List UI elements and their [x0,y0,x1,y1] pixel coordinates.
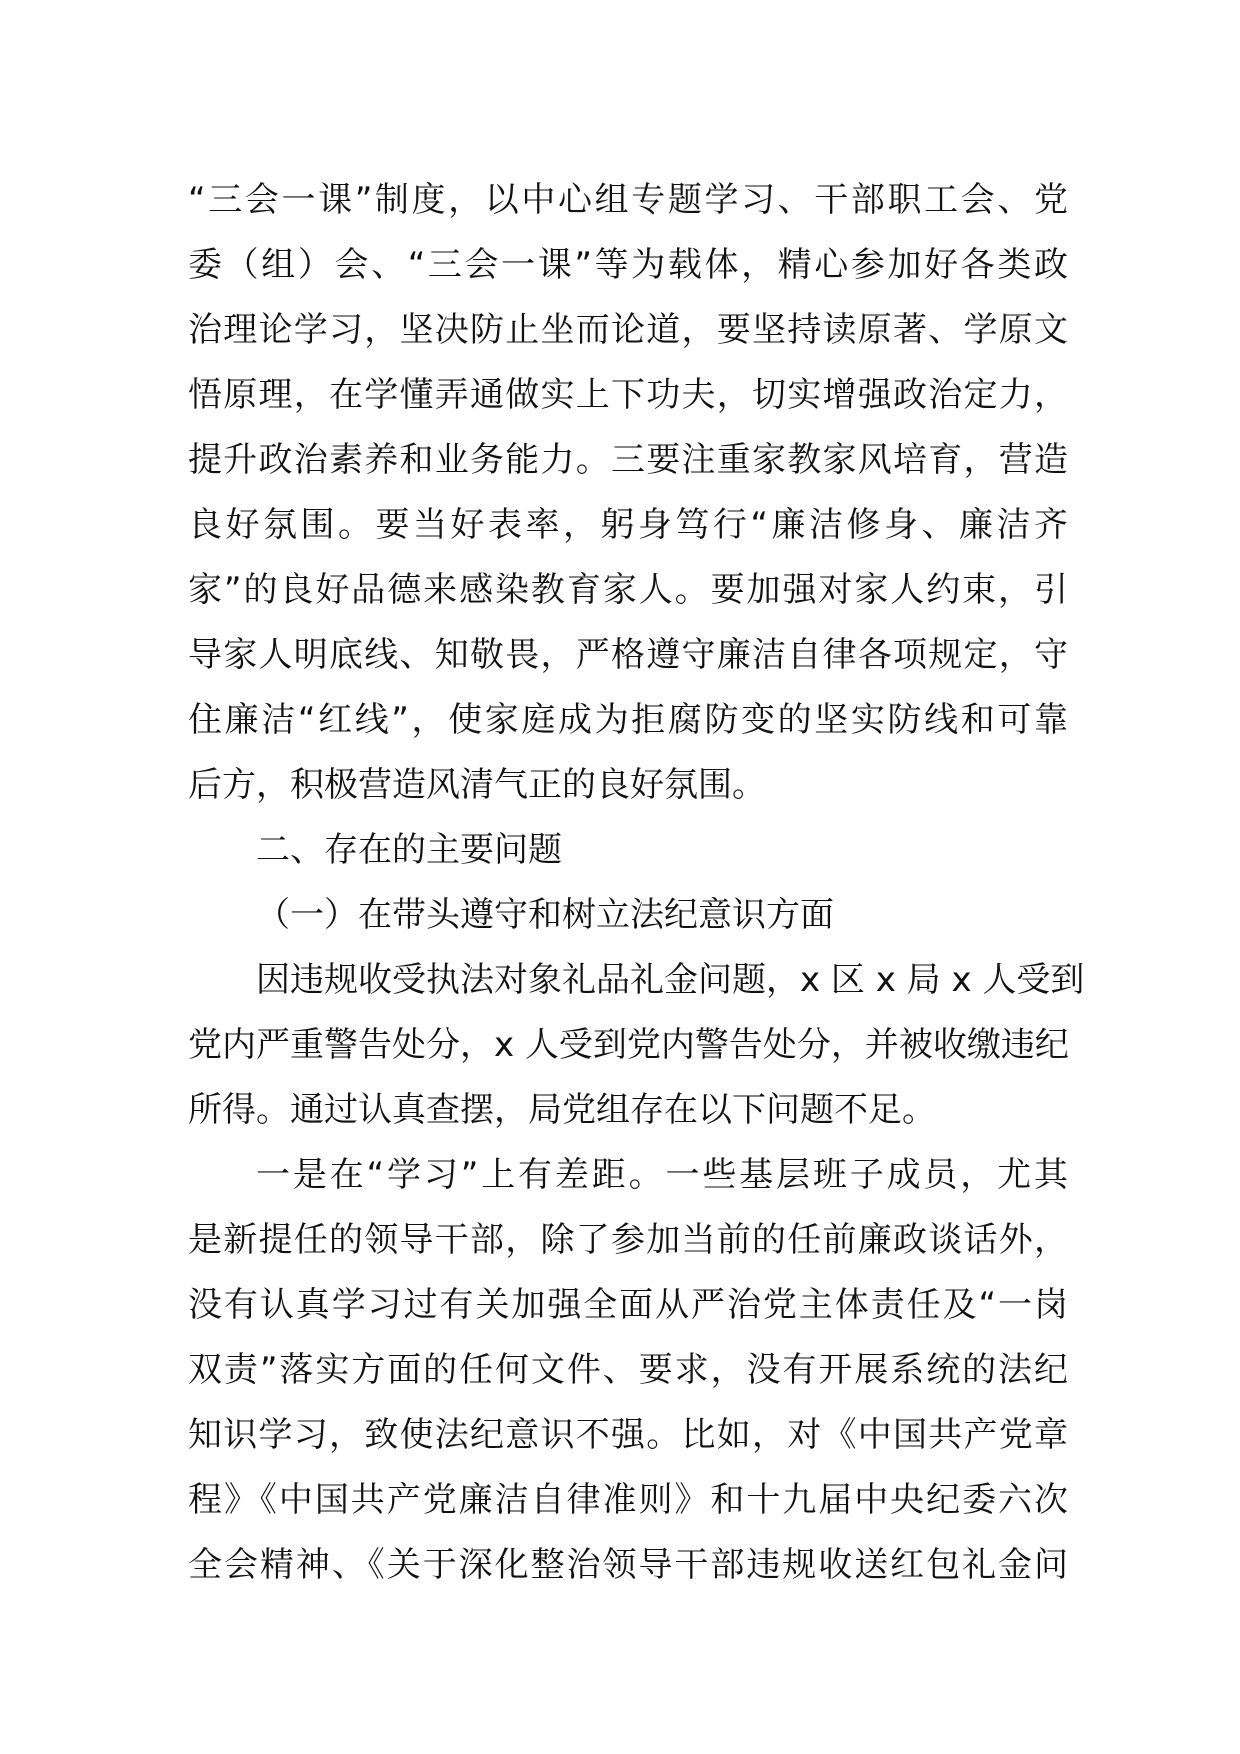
document-body [188,168,1085,1598]
text-line: 导家人明底线、知敬畏，严格遵守廉洁自律各项规定，守 [188,635,1068,675]
text-line: 所得。通过认真查摆，局党组存在以下问题不足。 [188,1090,936,1130]
text-line: 良好氛围。要当好表率，躬身笃行“廉洁修身、廉洁齐 [188,505,1068,545]
text-line: 双责”落实方面的任何文件、要求，没有开展系统的法纪 [188,1350,1068,1390]
text-line: 全会精神、《关于深化整治领导干部违规收送红包礼金问 [188,1545,1068,1585]
text-line: 后方，积极营造风清气正的良好氛围。 [188,765,766,805]
text-line: 党内严重警告处分，x 人受到党内警告处分，并被收缴违纪 [188,1025,1069,1065]
text-line: 悟原理，在学懂弄通做实上下功夫，切实增强政治定力， [188,375,1068,415]
text-line: 程》《中国共产党廉洁自律准则》和十九届中央纪委六次 [188,1480,1068,1520]
text-line: 家”的良好品德来感染教育家人。要加强对家人约束，引 [188,570,1068,610]
text-line: 因违规收受执法对象礼品礼金问题，x 区 x 局 x 人受到 [256,960,1085,1000]
text-line: （一）在带头遵守和树立法纪意识方面 [256,895,834,935]
text-line: 没有认真学习过有关加强全面从严治党主体责任及“一岗 [188,1285,1068,1325]
text-line: 住廉洁“红线”，使家庭成为拒腐防变的坚实防线和可靠 [188,700,1068,740]
text-line: 是新提任的领导干部，除了参加当前的任前廉政谈话外， [188,1220,1068,1260]
text-line: 一是在“学习”上有差距。一些基层班子成员，尤其 [256,1155,1068,1195]
text-line: 提升政治素养和业务能力。三要注重家教家风培育，营造 [188,440,1068,480]
text-line: 知识学习，致使法纪意识不强。比如，对《中国共产党章 [188,1415,1068,1455]
text-line: 二、存在的主要问题 [256,830,562,870]
text-line: 委（组）会、“三会一课”等为载体，精心参加好各类政 [188,245,1068,285]
text-line: “三会一课”制度，以中心组专题学习、干部职工会、党 [188,180,1068,220]
text-line: 治理论学习，坚决防止坐而论道，要坚持读原著、学原文 [188,310,1068,350]
